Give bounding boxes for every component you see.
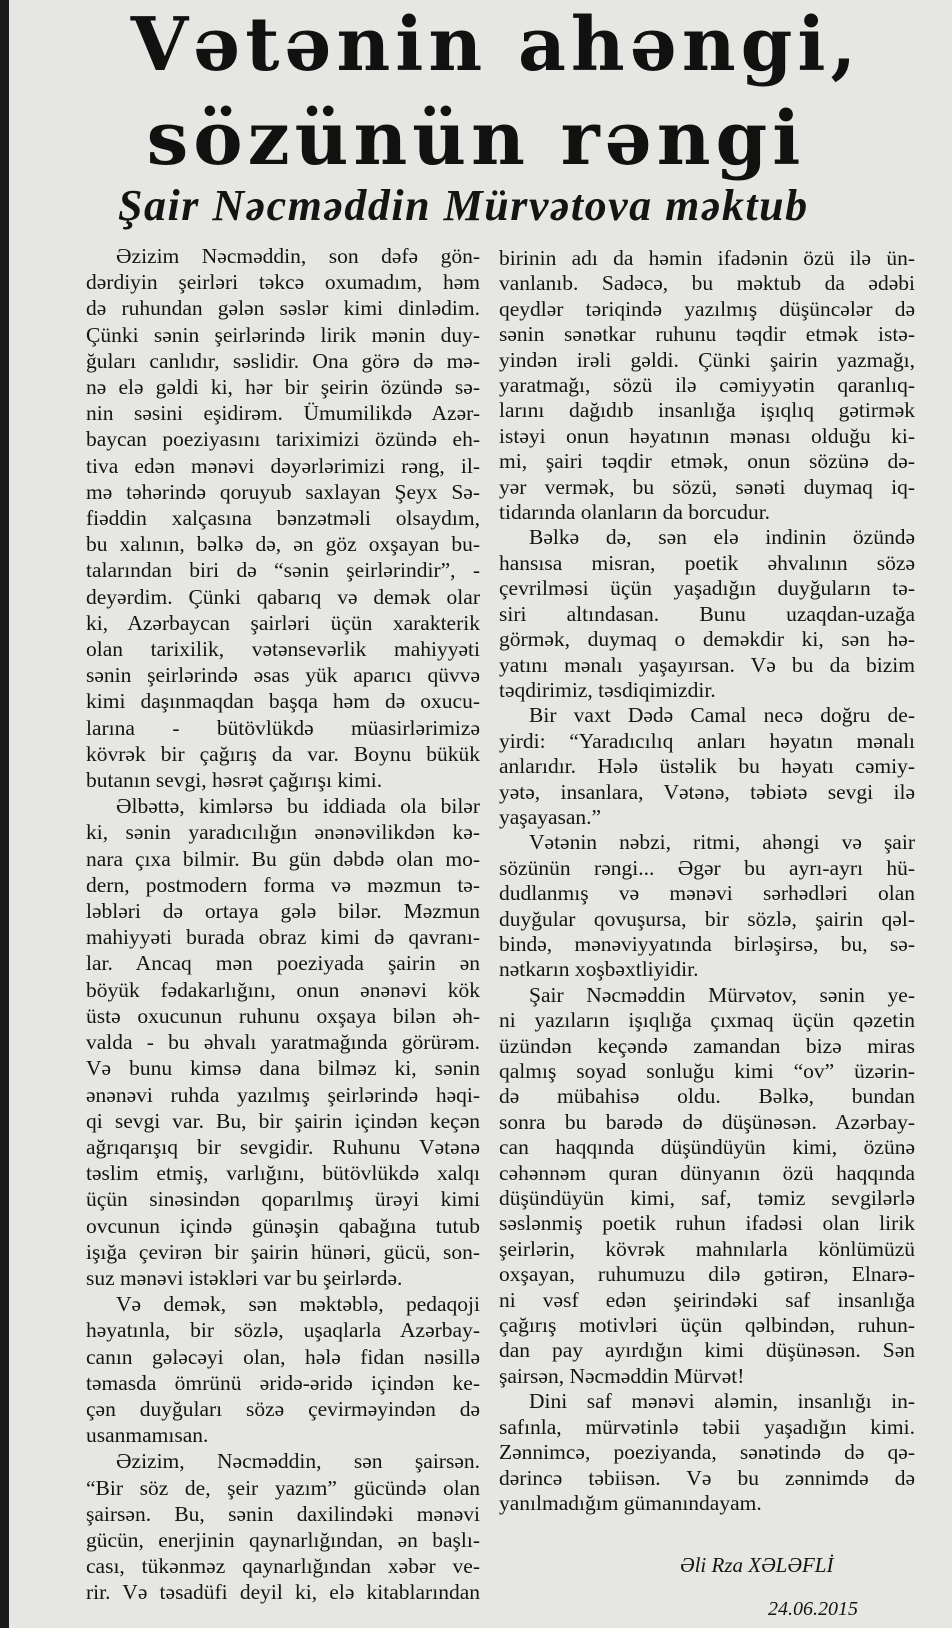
text-line: mahiyyəti burada obraz kimi də qavranı-: [86, 925, 480, 950]
text-line: dərincə təbiisən. Və bu zənnimdə də: [499, 1465, 915, 1490]
headline-line-2: sözünün rəngi: [146, 96, 806, 182]
text-line: Əlbəttə, kimlərsə bu iddiada ola bilər: [116, 794, 480, 819]
text-line: dudlanmış və mənəvi sərhədləri olan: [499, 881, 915, 906]
text-line: Və bunu kimsə dana bilməz ki, sənin: [86, 1056, 480, 1081]
text-line: görmək, duymaq o deməkdir ki, sən hə-: [499, 627, 915, 652]
text-line: dərdiyin şeirləri təkcə oxumadım, həm: [86, 270, 480, 295]
text-line: Şair Nəcməddin Mürvətov, sənin ye-: [529, 982, 915, 1007]
subtitle: Şair Nəcməddin Mürvətova məktub: [118, 181, 809, 230]
paragraph: [499, 983, 915, 1390]
text-line: larını dağıdıb insanlığa işıqlıq gətirmək: [499, 398, 915, 423]
text-line: usanmamısan.: [86, 1423, 209, 1448]
text-line: tidarında olanların da borcudur.: [499, 500, 771, 525]
text-line: ağrıqarışıq bir sevgidir. Ruhunu Vətənə: [86, 1134, 480, 1159]
text-line: butanın sevgi, həsrət çağırışı kimi.: [86, 768, 383, 793]
text-line: şairsən, Nəcməddin Mürvət!: [499, 1363, 745, 1388]
text-line: duyğular qovuşursa, bir sözlə, şairin qəl-: [499, 906, 915, 931]
text-line: şairsən. Bu, sənin daxilindəki mənəvi: [86, 1501, 480, 1526]
text-line: sənin şeirlərində əsas yük aparıcı qüvvə: [86, 663, 480, 688]
paragraph: [499, 525, 915, 703]
text-line: üçün sinəsindən qoparılmış ürəyi kimi: [86, 1187, 480, 1212]
text-line: də ruhundan gələn səslər kimi dinlədim.: [86, 296, 480, 321]
text-line: ki, sənin yaradıcılığın ənənəvilikdən kə-: [86, 820, 480, 845]
text-line: fiəddin xalçasına bənzətməli olsaydım,: [86, 506, 480, 531]
paragraph: [86, 1448, 480, 1605]
text-line: böyük fədakarlığını, onun ənənəvi kök: [86, 977, 480, 1002]
text-line: canın gələcəyi olan, hələ fidan nəsillə: [86, 1344, 480, 1369]
text-line: talarından biri də “sənin şeirlərindir”, -: [86, 558, 480, 583]
article-column-2: [499, 246, 915, 1516]
text-line: üstə oxucunun ruhunu oxşaya bilən əh-: [86, 1003, 480, 1028]
text-line: təqdirimiz, təsdiqimizdir.: [499, 677, 716, 702]
text-line: vanlanıb. Sadəcə, bu məktub da ədəbi: [499, 271, 915, 296]
text-line: ləbləri də ortaya gələ bilər. Məzmun: [86, 899, 480, 924]
text-line: çevrilməsi üçün yaşadığın duyğuların tə-: [499, 576, 915, 601]
text-line: düşündüyün kimi, saf, təmiz sevgilərlə: [499, 1186, 915, 1211]
text-line: səslənmiş poetik ruhun ifadəsi olan lirik: [499, 1211, 915, 1236]
text-line: yər vermək, bu sözü, sənəti duymaq iq-: [499, 474, 915, 499]
paragraph: [86, 1291, 480, 1448]
paragraph: [86, 793, 480, 1291]
text-line: gücün, enerjinin qaynarlığından, ən başlı-: [86, 1527, 480, 1552]
paragraph: [86, 243, 480, 793]
text-line: ovcunun içində günəşin qabağına tutub: [86, 1213, 480, 1238]
text-line: Əzizim Nəcməddin, son dəfə gön-: [116, 244, 480, 268]
text-line: sözünün rəngi... Əgər bu ayrı-ayrı hü-: [499, 855, 915, 880]
text-line: Vətənin nəbzi, ritmi, ahəngi və şair: [529, 830, 915, 855]
text-line: istəyi onun həyatının mənası olduğu ki-: [499, 423, 915, 448]
text-line: olan tarixilik, vətənsevərlik mahiyyəti: [86, 637, 480, 662]
text-line: tiva edən mənəvi dəyərlərimizi rəng, il-: [86, 453, 480, 478]
text-line: Dini saf mənəvi aləmin, insanlığı in-: [529, 1389, 915, 1414]
text-line: cası, tükənməz qaynarlığından xəbər ve-: [86, 1554, 480, 1579]
text-line: rir. Və təsadüfi deyil ki, elə kitablarından: [86, 1580, 480, 1605]
text-line: “Bir söz de, şeir yazım” gücündə olan: [86, 1475, 480, 1500]
text-line: ni vəsf edən şeirindəki saf insanlığa: [499, 1287, 915, 1312]
text-line: valda - bu əhvalı yaratmağında görürəm.: [86, 1030, 480, 1055]
text-line: yatını mənalı yaşayırsan. Və bu da bizim: [499, 652, 915, 677]
text-line: üzündən keçəndə zamandan bizə miras: [499, 1033, 915, 1058]
text-line: işığa çevirən bir şairin hünəri, gücü, son-: [86, 1239, 480, 1264]
text-line: yətə, insanlara, Vətənə, təbiətə sevgi ilə: [499, 779, 915, 804]
text-line: ğuları canlıdır, səslidir. Ona görə də mə-: [86, 348, 480, 373]
text-line: nara çıxa bilmir. Bu gün dəbdə olan mo-: [86, 846, 480, 871]
text-line: cəhənnəm quran dünyanın özü haqqında: [499, 1160, 915, 1185]
text-line: kimi daşınmaqdan başqa həm də oxucu-: [86, 689, 480, 714]
text-line: yindən irəli gəldi. Çünki şairin yazmağı,: [499, 347, 915, 372]
text-line: Bəlkə də, sən elə indinin özündə: [529, 525, 915, 550]
text-line: can haqqında düşündüyün kimi, özünə: [499, 1135, 915, 1160]
text-line: şeirlərin, kövrək mahnılarla könlümüzü: [499, 1236, 915, 1261]
paragraph: [499, 830, 915, 982]
text-line: kövrək bir çağırış da var. Boynu bükük: [86, 741, 480, 766]
text-line: larına - bütövlükdə müasirlərimizə: [86, 715, 480, 740]
text-line: deyərdim. Çünki qabarıq və demək olar: [86, 584, 480, 609]
text-line: nətkarın xoşbəxtliyidir.: [499, 957, 699, 982]
text-line: yaratmağı, sözü ilə cəmiyyətin qaranlıq-: [499, 373, 915, 398]
text-line: oxşayan, ruhumuzu dilə gətirən, Elnarə-: [499, 1262, 915, 1287]
text-line: bu xalının, bəlkə də, ən göz oxşayan bu-: [86, 532, 480, 557]
text-line: hansısa misran, poetik əhvalının sözə: [499, 550, 915, 575]
text-line: qeydlər təriqində yazılmış düşüncələr də: [499, 296, 915, 321]
text-line: sənin sənətkar ruhunu təqdir etmək istə-: [499, 322, 915, 347]
paragraph: [499, 1389, 915, 1516]
text-line: siri altındasan. Bunu uzaqdan-uzağa: [499, 601, 915, 626]
text-line: mi, şairi təqdir etmək, onun sözünə də-: [499, 449, 915, 474]
text-line: Və demək, sən məktəblə, pedaqoji: [116, 1292, 480, 1317]
page-edge-border: [0, 0, 9, 1628]
text-line: Bir vaxt Dədə Camal necə doğru de-: [529, 703, 915, 728]
text-line: Əzizim, Nəcməddin, sən şairsən.: [116, 1449, 480, 1474]
article-column-1: [86, 243, 480, 1606]
text-line: bində, mənəviyyatında birləşirsə, bu, sə-: [499, 931, 915, 956]
text-line: nin səsini eşidirəm. Ümumilikdə Azər-: [86, 401, 480, 426]
paragraph: [499, 703, 915, 830]
text-line: yirdi: “Yaradıcılıq anları həyatın mənalı: [499, 728, 915, 753]
text-line: qi sevgi var. Bu, bir şairin içindən keçən: [86, 1108, 480, 1133]
text-line: ni yazıların işıqlığa çıxmaq üçün qəzetin: [499, 1008, 915, 1033]
text-line: ki, Azərbaycan şairləri üçün xarakterik: [86, 610, 480, 635]
text-line: çən duyğuları sözə çevirməyindən də: [86, 1396, 480, 1421]
text-line: də mübahisə oldu. Bəlkə, bundan: [499, 1084, 915, 1109]
headline-line-1: Vətənin ahəngi,: [130, 2, 862, 88]
text-line: təmasda ömrünü əridə-əridə içindən ke-: [86, 1370, 480, 1395]
text-line: dan pay ayırdığın kimi düşünəsən. Sən: [499, 1338, 915, 1363]
text-line: lar. Ancaq mən poeziyada şairin ən: [86, 951, 480, 976]
text-line: mə təhərində qoruyub saxlayan Şeyx Sə-: [86, 479, 480, 504]
text-line: ənənəvi ruhda yazılmış şeirlərində həqi-: [86, 1082, 480, 1107]
paragraph: [499, 246, 915, 525]
author-signature: Əli Rza XƏLƏFLİ: [680, 1553, 834, 1577]
text-line: həyatınla, bir sözlə, uşaqlarla Azərbay-: [86, 1318, 480, 1343]
text-line: nə elə gəldi ki, hər bir şeirin özündə sə-: [86, 375, 480, 400]
text-line: baycan poeziyasını tariximizi özündə eh-: [86, 427, 480, 452]
text-line: suz mənəvi istəkləri var bu şeirlərdə.: [86, 1265, 403, 1290]
text-line: birinin adı da həmin ifadənin özü ilə ün-: [499, 246, 915, 270]
text-line: sonra bu barədə də düşünəsən. Azərbay-: [499, 1109, 915, 1134]
text-line: təslim etmiş, varlığını, bütövlükdə xalqı: [86, 1161, 480, 1186]
text-line: safınla, mürvətinlə təbii yaşadığın kimi.: [499, 1414, 915, 1439]
article-date: 24.06.2015: [768, 1598, 858, 1620]
text-line: qalmış soyad sonluğu kimi “ov” üzərin-: [499, 1059, 915, 1083]
text-line: çağırış motivləri üçün qəlbindən, ruhun-: [499, 1313, 915, 1338]
text-line: dern, postmodern forma və məzmun tə-: [86, 872, 480, 897]
text-line: Çünki sənin şeirlərində lirik mənin duy-: [86, 322, 480, 347]
text-line: yanılmadığım gümanındayam.: [499, 1490, 762, 1515]
text-line: Zənnimcə, poeziyanda, sənətində də qə-: [499, 1440, 915, 1465]
text-line: anlarıdır. Hələ üstəlik bu həyatı cəmiy-: [499, 754, 915, 779]
text-line: yaşayasan.”: [499, 804, 602, 829]
